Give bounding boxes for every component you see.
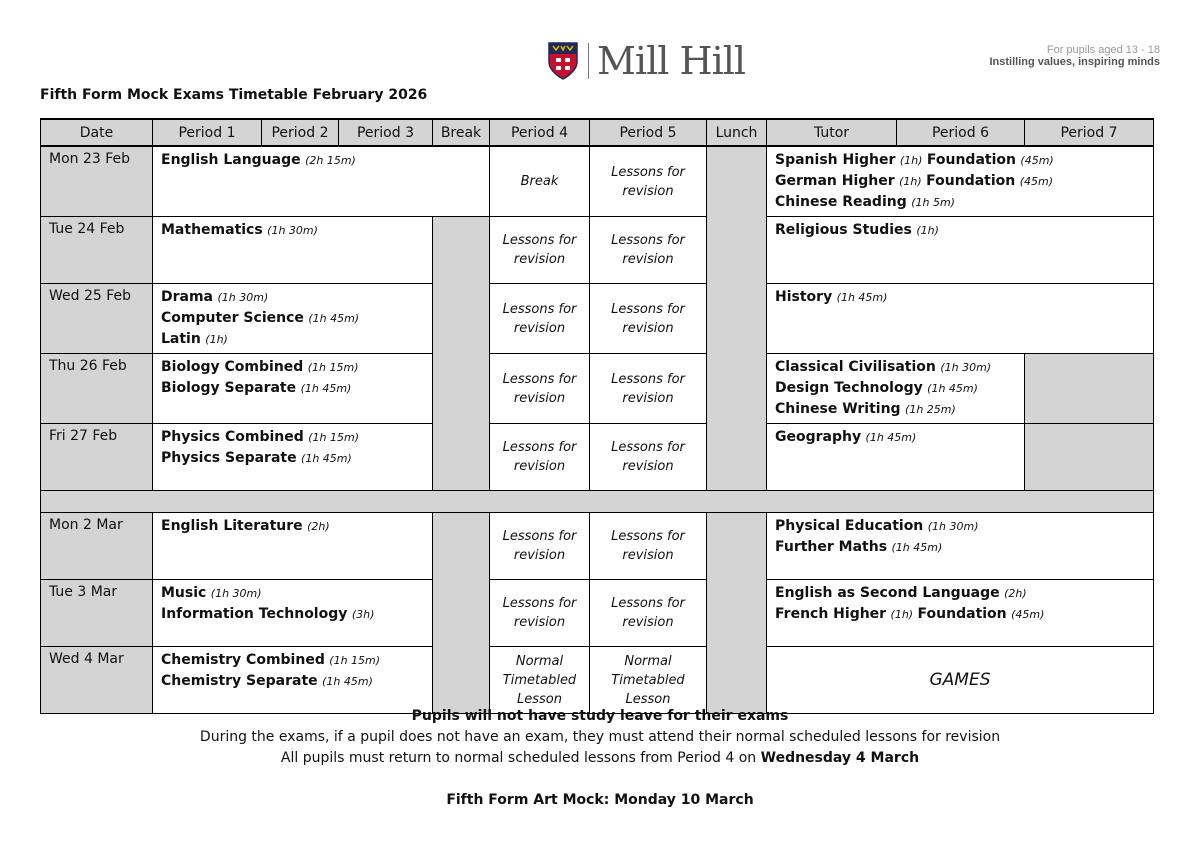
return-date: Wednesday 4 March (760, 750, 920, 766)
art-mock-note: Fifth Form Art Mock: Monday 10 March (446, 792, 754, 808)
afternoon-exams (767, 513, 1154, 580)
exam-entry: Religious Studies (1h) (775, 222, 939, 238)
column-header: Period 5 (590, 119, 707, 146)
morning-exams (153, 580, 433, 647)
exam-entry: English Language (2h 15m) (161, 152, 356, 168)
afternoon-exams (767, 424, 1025, 491)
exam-entry: Computer Science (1h 45m) (161, 310, 360, 326)
break-cell: Break (490, 146, 590, 217)
table-row (41, 146, 1154, 217)
afternoon-exams (767, 354, 1025, 424)
morning-exams (153, 217, 433, 284)
period4-cell: Lessons for revision (490, 354, 590, 424)
date-cell: Tue 3 Mar (41, 580, 153, 647)
period5-cell: Lessons for revision (590, 354, 707, 424)
column-header: Period 1 (153, 119, 262, 146)
morning-exams (153, 146, 490, 217)
table-row (41, 284, 1154, 354)
exam-entry: English as Second Language (2h) (775, 585, 1027, 601)
period5-cell: Lessons for revision (590, 580, 707, 647)
column-header: Period 6 (897, 119, 1025, 146)
week-separator-bar (41, 491, 1154, 513)
exam-entry: Chinese Writing (1h 25m) (775, 401, 956, 417)
lunch-block (707, 513, 767, 714)
logo-divider (588, 43, 589, 79)
logo-text: Mill Hill (597, 39, 746, 83)
exam-entry: Mathematics (1h 30m) (161, 222, 318, 238)
exam-timetable (40, 118, 1154, 714)
exam-entry: Spanish Higher (1h) Foundation (45m) (775, 152, 1054, 168)
table-row (41, 354, 1154, 424)
column-header: Lunch (707, 119, 767, 146)
table-row (41, 424, 1154, 491)
date-cell: Mon 23 Feb (41, 146, 153, 217)
exam-entry: Design Technology (1h 45m) (775, 380, 978, 396)
document-title: Fifth Form Mock Exams Timetable February 2026 (40, 87, 428, 103)
exam-entry: Drama (1h 30m) (161, 289, 269, 305)
exam-entry: Chemistry Combined (1h 15m) (161, 652, 381, 668)
column-header: Period 3 (339, 119, 433, 146)
exam-entry: German Higher (1h) Foundation (45m) (775, 173, 1053, 189)
exam-entry: Geography (1h 45m) (775, 429, 917, 445)
exam-entry: Chinese Reading (1h 5m) (775, 194, 955, 210)
age-range-text: For pupils aged 13 - 18 (1046, 44, 1160, 56)
period5-cell: Normal Timetabled Lesson (590, 647, 707, 714)
header-row (41, 119, 1154, 146)
date-cell: Mon 2 Mar (41, 513, 153, 580)
afternoon-exams (767, 580, 1154, 647)
period7-blocked (1025, 354, 1154, 424)
exam-entry: Classical Civilisation (1h 30m) (775, 359, 992, 375)
period4-cell: Lessons for revision (490, 217, 590, 284)
table-row (41, 647, 1154, 714)
break-block (433, 217, 490, 491)
period5-cell: Lessons for revision (590, 284, 707, 354)
period4-cell: Lessons for revision (490, 513, 590, 580)
lunch-block (707, 146, 767, 491)
period5-cell: Lessons for revision (590, 424, 707, 491)
morning-exams (153, 424, 433, 491)
tagline (989, 44, 1160, 68)
period5-cell: Lessons for revision (590, 513, 707, 580)
period5-cell: Lessons for revision (590, 146, 707, 217)
morning-exams (153, 513, 433, 580)
morning-exams (153, 647, 433, 714)
exam-entry: Music (1h 30m) (161, 585, 262, 601)
school-motto: Instilling values, inspiring minds (989, 56, 1160, 68)
column-header: Tutor (767, 119, 897, 146)
column-header: Period 4 (490, 119, 590, 146)
exam-entry: English Literature (2h) (161, 518, 330, 534)
break-block (433, 513, 490, 714)
afternoon-exams (767, 284, 1154, 354)
school-crest-icon (548, 42, 578, 80)
table-row (41, 513, 1154, 580)
games-cell: GAMES (767, 647, 1154, 714)
period4-cell: Lessons for revision (490, 284, 590, 354)
table-row (41, 580, 1154, 647)
afternoon-exams (767, 146, 1154, 217)
school-logo (548, 39, 746, 83)
return-note: All pupils must return to normal scheduled lessons from Period 4 on Wednesday 4 March (280, 750, 920, 766)
column-header: Period 2 (262, 119, 339, 146)
column-header: Break (433, 119, 490, 146)
period7-blocked (1025, 424, 1154, 491)
exam-entry: Physics Combined (1h 15m) (161, 429, 359, 445)
date-cell: Thu 26 Feb (41, 354, 153, 424)
column-header: Period 7 (1025, 119, 1154, 146)
afternoon-exams (767, 217, 1154, 284)
exam-entry: French Higher (1h) Foundation (45m) (775, 606, 1045, 622)
date-cell: Wed 4 Mar (41, 647, 153, 714)
morning-exams (153, 354, 433, 424)
date-cell: Wed 25 Feb (41, 284, 153, 354)
exam-entry: Biology Separate (1h 45m) (161, 380, 352, 396)
period5-cell: Lessons for revision (590, 217, 707, 284)
date-cell: Fri 27 Feb (41, 424, 153, 491)
date-cell: Tue 24 Feb (41, 217, 153, 284)
exam-entry: Chemistry Separate (1h 45m) (161, 673, 373, 689)
revision-note: During the exams, if a pupil does not have an exam, they must attend their normal scheduled lessons for revision (199, 729, 1001, 745)
column-header: Date (41, 119, 153, 146)
exam-entry: Information Technology (3h) (161, 606, 375, 622)
period4-cell: Lessons for revision (490, 424, 590, 491)
morning-exams (153, 284, 433, 354)
exam-entry: Physical Education (1h 30m) (775, 518, 979, 534)
exam-entry: Physics Separate (1h 45m) (161, 450, 352, 466)
period4-cell: Normal Timetabled Lesson (490, 647, 590, 714)
exam-entry: Biology Combined (1h 15m) (161, 359, 359, 375)
exam-entry: History (1h 45m) (775, 289, 888, 305)
week-separator (41, 491, 1154, 513)
period4-cell: Lessons for revision (490, 580, 590, 647)
table-row (41, 217, 1154, 284)
footer-notes (0, 706, 1200, 811)
exam-entry: Further Maths (1h 45m) (775, 539, 943, 555)
exam-entry: Latin (1h) (161, 331, 228, 347)
study-leave-note: Pupils will not have study leave for their exams (411, 708, 789, 724)
